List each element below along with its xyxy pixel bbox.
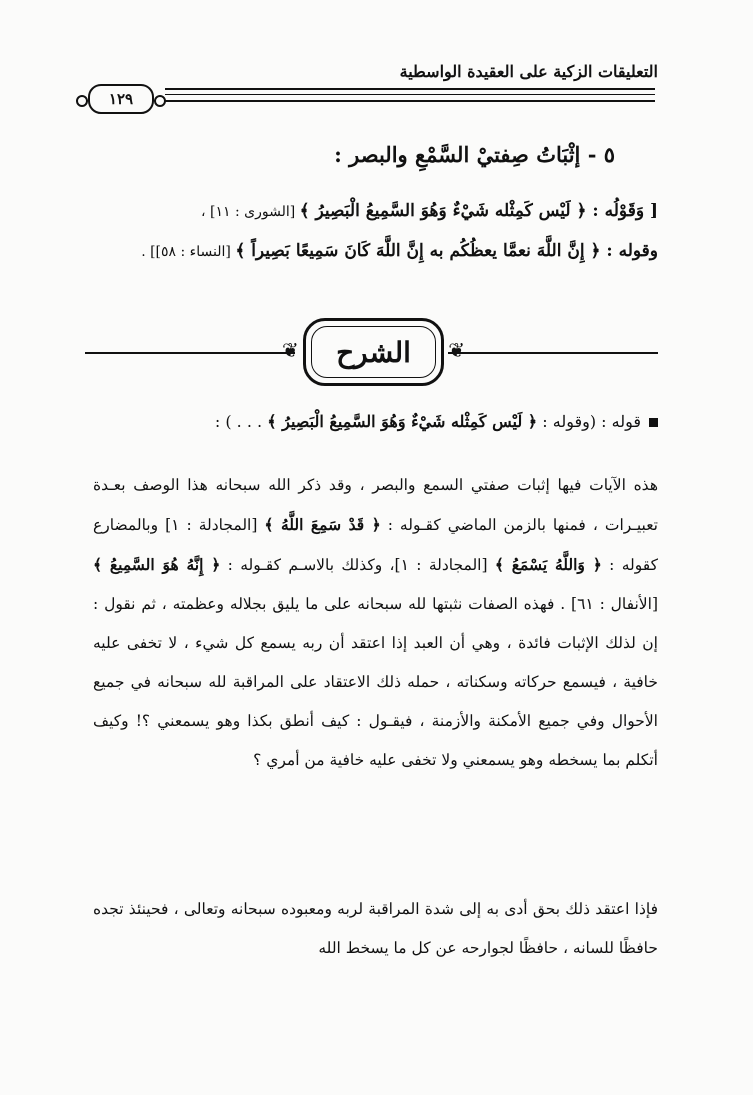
quote-suffix: . . . ) : bbox=[214, 412, 268, 431]
verse-line-2 bbox=[141, 240, 658, 261]
running-title: التعليقات الزكية على العقيدة الواسطية bbox=[399, 62, 658, 81]
paragraph-1-ayah-3: ﴿ إِنَّهُ هُوَ السَّمِيعُ ﴾ bbox=[93, 555, 221, 574]
square-bullet-icon bbox=[649, 418, 658, 427]
verse-1-ayah: ﴿ لَيْس كَمِثْله شَيْءٌ وَهُوَ السَّمِيعُ الْبَصِيرُ ﴾ bbox=[299, 201, 587, 221]
sharh-title: الشرح bbox=[336, 335, 411, 369]
header-rule-middle bbox=[165, 94, 655, 95]
paragraph-1-text-2: [المجادلة : ١] وبالمضارع كقوله : bbox=[93, 516, 658, 574]
flourish-left-icon: ❦ bbox=[282, 338, 299, 362]
commentary-paragraph-2: فإذا اعتقد ذلك بحق أدى به إلى شدة المراقبة لربه ومعبوده سبحانه وتعالى ، فحينئذ تجده حافظًا للسانه ، حافظًا لجوارحه عن كل ما يسخط الله bbox=[93, 900, 658, 957]
verse-line-1 bbox=[201, 200, 658, 221]
quote-ayah: ﴿ لَيْس كَمِثْله شَيْءٌ وَهُوَ السَّمِيعُ الْبَصِيرُ ﴾ bbox=[267, 412, 538, 431]
page-number-badge bbox=[88, 84, 154, 114]
flourish-right-icon: ❦ bbox=[448, 338, 465, 362]
sharh-ornament bbox=[282, 318, 465, 386]
verse-2-intro: وقوله : bbox=[600, 241, 658, 261]
quote-prefix: قوله : (وقوله : bbox=[537, 412, 641, 431]
verse-1-intro: [ وَقَوْلُه : bbox=[586, 201, 658, 221]
paragraph-1-text-1: هذه الآيات فيها إثبات صفتي السمع والبصر ، وقد ذكر الله سبحانه هذا الوصف بعـدة تعبيـرات ، فمنها بالزمن الماضي كقـوله : bbox=[93, 476, 658, 534]
paragraph-1-text-3: [المجادلة : ١]، وكذلك بالاسـم كقـوله : bbox=[220, 556, 495, 574]
verse-2-reference: [النساء : ٥٨]] . bbox=[141, 244, 236, 260]
page-number: ١٢٩ bbox=[108, 90, 134, 108]
header-rule-bottom bbox=[165, 100, 655, 102]
verse-2-ayah: ﴿ إِنَّ اللَّهَ نعمَّا يعظُكُم به إِنَّ اللَّهَ كَانَ سَمِيعًا بَصِيراً ﴾ bbox=[235, 241, 601, 261]
verse-1-reference: [الشورى : ١١] ، bbox=[201, 204, 300, 220]
commentary-paragraph-1 bbox=[93, 466, 658, 780]
commentary-quote bbox=[215, 412, 658, 431]
section-heading: ٥ - إثْبَاتُ صِفتيْ السَّمْعِ والبصر : bbox=[334, 142, 615, 167]
paragraph-1-ayah-2: ﴿ وَاللَّهُ يَسْمَعُ ﴾ bbox=[494, 555, 602, 574]
header-rule-top bbox=[165, 88, 655, 90]
sharh-rule-right bbox=[448, 352, 658, 354]
paragraph-1-text-4: [الأنفال : ٦١] . فهذه الصفات نثبتها لله سبحانه على ما يليق بجلاله وعظمته ، ثم نقول : إن لذلك الإثبات فائدة ، وهي أن العبد إذا اعتقد أن ربه يسمع كل شيء ، لا تخفى عليه خافية ، فيسمع حركاته وسكناته ، حمله ذلك الاعتقاد على المراقبة لله سبحانه في جميع الأحوال وفي جميع الأمكنة والأزمنة ، فيقـول : كيف أنطق بكذا وهو يسمعني ؟! وكيف أتكلم بما يسخطه وهو يسمعني ولا تخفى عليه خافية من أمري ؟ bbox=[93, 595, 658, 769]
paragraph-1-ayah-1: ﴿ قَدْ سَمِعَ اللَّهُ ﴾ bbox=[264, 515, 381, 534]
sharh-rule-left bbox=[85, 352, 295, 354]
